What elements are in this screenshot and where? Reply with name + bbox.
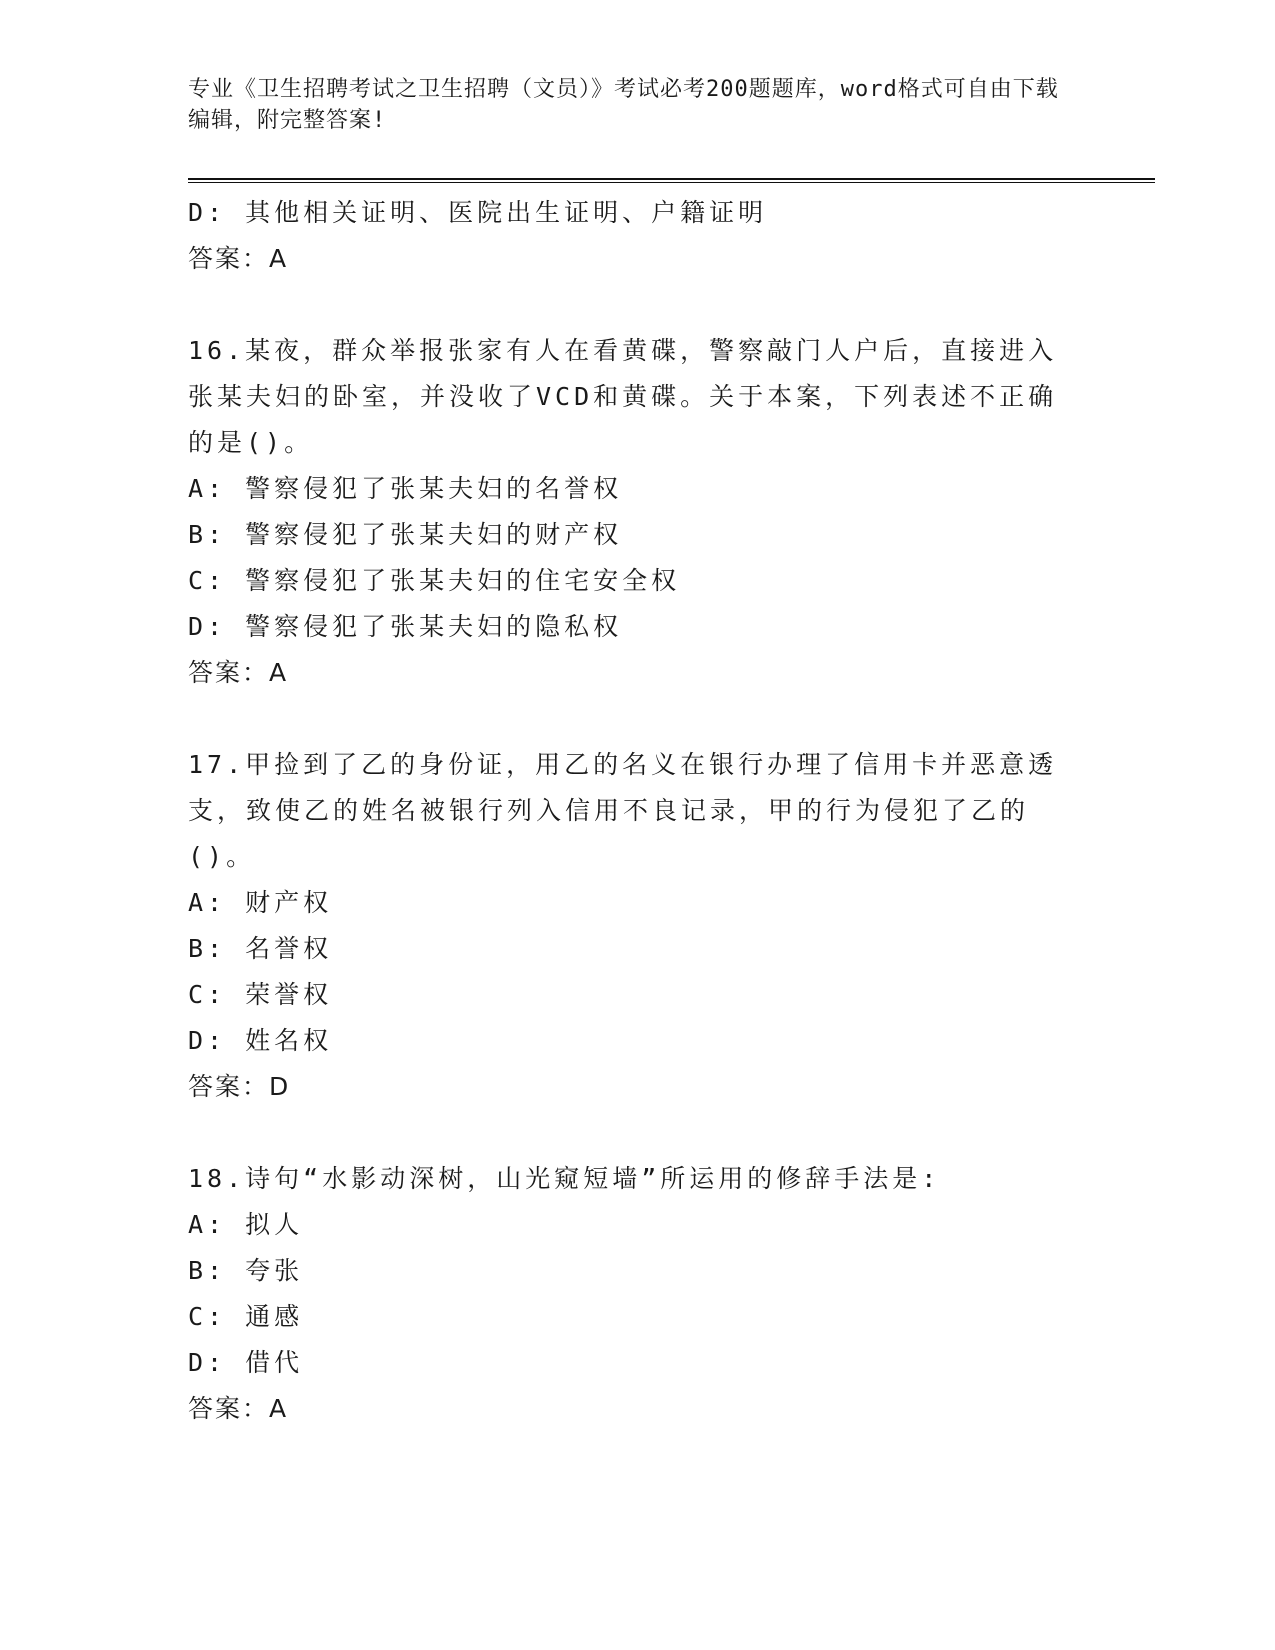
option-c: C: 通感 xyxy=(188,1302,304,1331)
document-body xyxy=(188,190,1088,1432)
answer-line: 答案：A xyxy=(188,244,289,273)
option-d: D: 警察侵犯了张某夫妇的隐私权 xyxy=(188,612,623,641)
option-d: D: 姓名权 xyxy=(188,1026,333,1055)
option-d: D: 借代 xyxy=(188,1348,304,1377)
spacer xyxy=(188,1110,1088,1156)
question-text: 16.某夜，群众举报张家有人在看黄碟，警察敲门人户后，直接进入张某夫妇的卧室，并没收了VCD和黄碟。关于本案，下列表述不正确的是()。 xyxy=(188,336,1058,457)
question-text: 17.甲捡到了乙的身份证，用乙的名义在银行办理了信用卡并恶意透支，致使乙的姓名被银行列入信用不良记录，甲的行为侵犯了乙的()。 xyxy=(188,750,1058,871)
option-b: B: 名誉权 xyxy=(188,934,333,963)
question-16 xyxy=(188,328,1088,696)
question-text: 18.诗句“水影动深树，山光窥短墙”所运用的修辞手法是: xyxy=(188,1164,941,1193)
answer-line: 答案：A xyxy=(188,1394,289,1423)
option-d: D: 其他相关证明、医院出生证明、户籍证明 xyxy=(188,198,768,227)
previous-question-tail xyxy=(188,190,1088,282)
option-c: C: 荣誉权 xyxy=(188,980,333,1009)
option-a: A: 财产权 xyxy=(188,888,333,917)
document-header: 专业《卫生招聘考试之卫生招聘（文员）》考试必考200题题库，word格式可自由下载编辑，附完整答案! xyxy=(188,77,1059,133)
option-c: C: 警察侵犯了张某夫妇的住宅安全权 xyxy=(188,566,681,595)
option-b: B: 夸张 xyxy=(188,1256,304,1285)
option-a: A: 拟人 xyxy=(188,1210,304,1239)
question-17 xyxy=(188,742,1088,1110)
header-divider xyxy=(188,178,1155,183)
answer-line: 答案：D xyxy=(188,1072,291,1101)
spacer xyxy=(188,696,1088,742)
option-a: A: 警察侵犯了张某夫妇的名誉权 xyxy=(188,474,623,503)
answer-line: 答案：A xyxy=(188,658,289,687)
spacer xyxy=(188,282,1088,328)
option-b: B: 警察侵犯了张某夫妇的财产权 xyxy=(188,520,623,549)
question-18 xyxy=(188,1156,1088,1432)
